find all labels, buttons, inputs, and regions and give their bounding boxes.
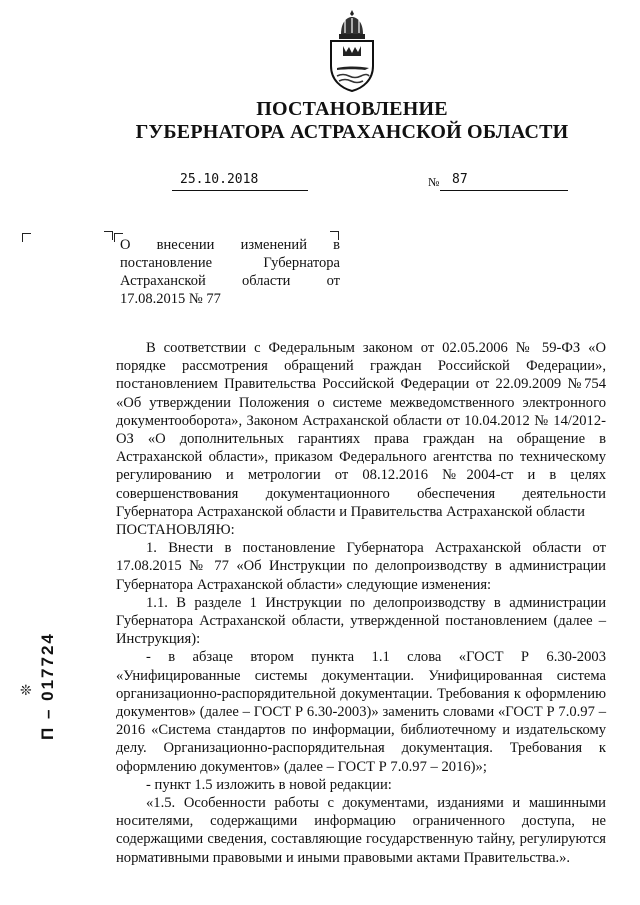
decree-word: ПОСТАНОВЛЯЮ: [116, 522, 235, 539]
document-date: 25.10.2018 [180, 172, 259, 187]
paragraph-1-1-b: - пункт 1.5 изложить в новой редакции: [146, 776, 392, 793]
security-star-icon: ❊ [20, 683, 32, 699]
document-subject: О внесении изменений в постановление Губернатора Астраханской области от 17.08.2015 № 77 [120, 237, 340, 307]
corner-mark-subject-left [104, 231, 113, 240]
form-serial-number: П – 017724 [38, 632, 57, 740]
paragraph-1-1-a: - в абзаце втором пункта 1.1 слова «ГОСТ Р 6.30-2003 «Унифицированные системы документации. Унифицированная система организационно-распорядительной документации. Требования к оформлению документов» (далее – ГОСТ Р 6.30-2003)» заменить словами «ГОСТ Р 7.0.97 – 2016 «Система стандартов по информации, библиотечному и издательскому делу. Организационно-распорядительная документация. Требования к оформлению документов» (далее – ГОСТ Р 7.0.97 – 2016)»; [116, 649, 606, 775]
document-title-line2: ГУБЕРНАТОРА АСТРАХАНСКОЙ ОБЛАСТИ [135, 121, 569, 143]
paragraph-1-5: «1.5. Особенности работы с документами, изданиями и машинными носителями, содержащими информацию ограниченного доступа, не содержащими сведения, составляющие государственную тайну, регулируются нормативными правовыми и иными правовыми актами Правительства.». [116, 795, 606, 866]
number-label: № [428, 175, 440, 189]
paragraph-1: 1. Внести в постановление Губернатора Астраханской области от 17.08.2015 № 77 «Об Инструкции по делопроизводству в администрации Губернатора Астраханской области» следующие изменения: [116, 540, 606, 593]
corner-mark-left [22, 233, 31, 242]
coat-of-arms-emblem [323, 8, 381, 92]
number-field [440, 171, 568, 191]
paragraph-1-1: 1.1. В разделе 1 Инструкции по делопроизводству в администрации Губернатора Астраханской области, утвержденной постановлением (далее – Инструкция): [116, 594, 606, 648]
document-body [116, 339, 606, 867]
date-field [172, 171, 308, 191]
document-title-line1: ПОСТАНОВЛЕНИЕ [256, 98, 448, 120]
document-number: 87 [452, 172, 468, 187]
preamble-paragraph: В соответствии с Федеральным законом от 02.05.2006 № 59-ФЗ «О порядке рассмотрения обращений граждан Российской Федерации», постановлением Правительства Российской Федерации от 22.09.2009 №754 «Об утверждении Положения о системе межведомственного электронного документооборота», Законом Астраханской области от 10.04.2012 № 14/2012-ОЗ «О дополнительных гарантиях права граждан на обращение в Астраханской области», приказом Федерального агентства по техническому регулированию и метрологии от 08.12.2016 №2004-ст и в целях совершенствования документационного обеспечения деятельности Губернатора Астраханской области и Правительства Астраханской области [116, 340, 606, 520]
